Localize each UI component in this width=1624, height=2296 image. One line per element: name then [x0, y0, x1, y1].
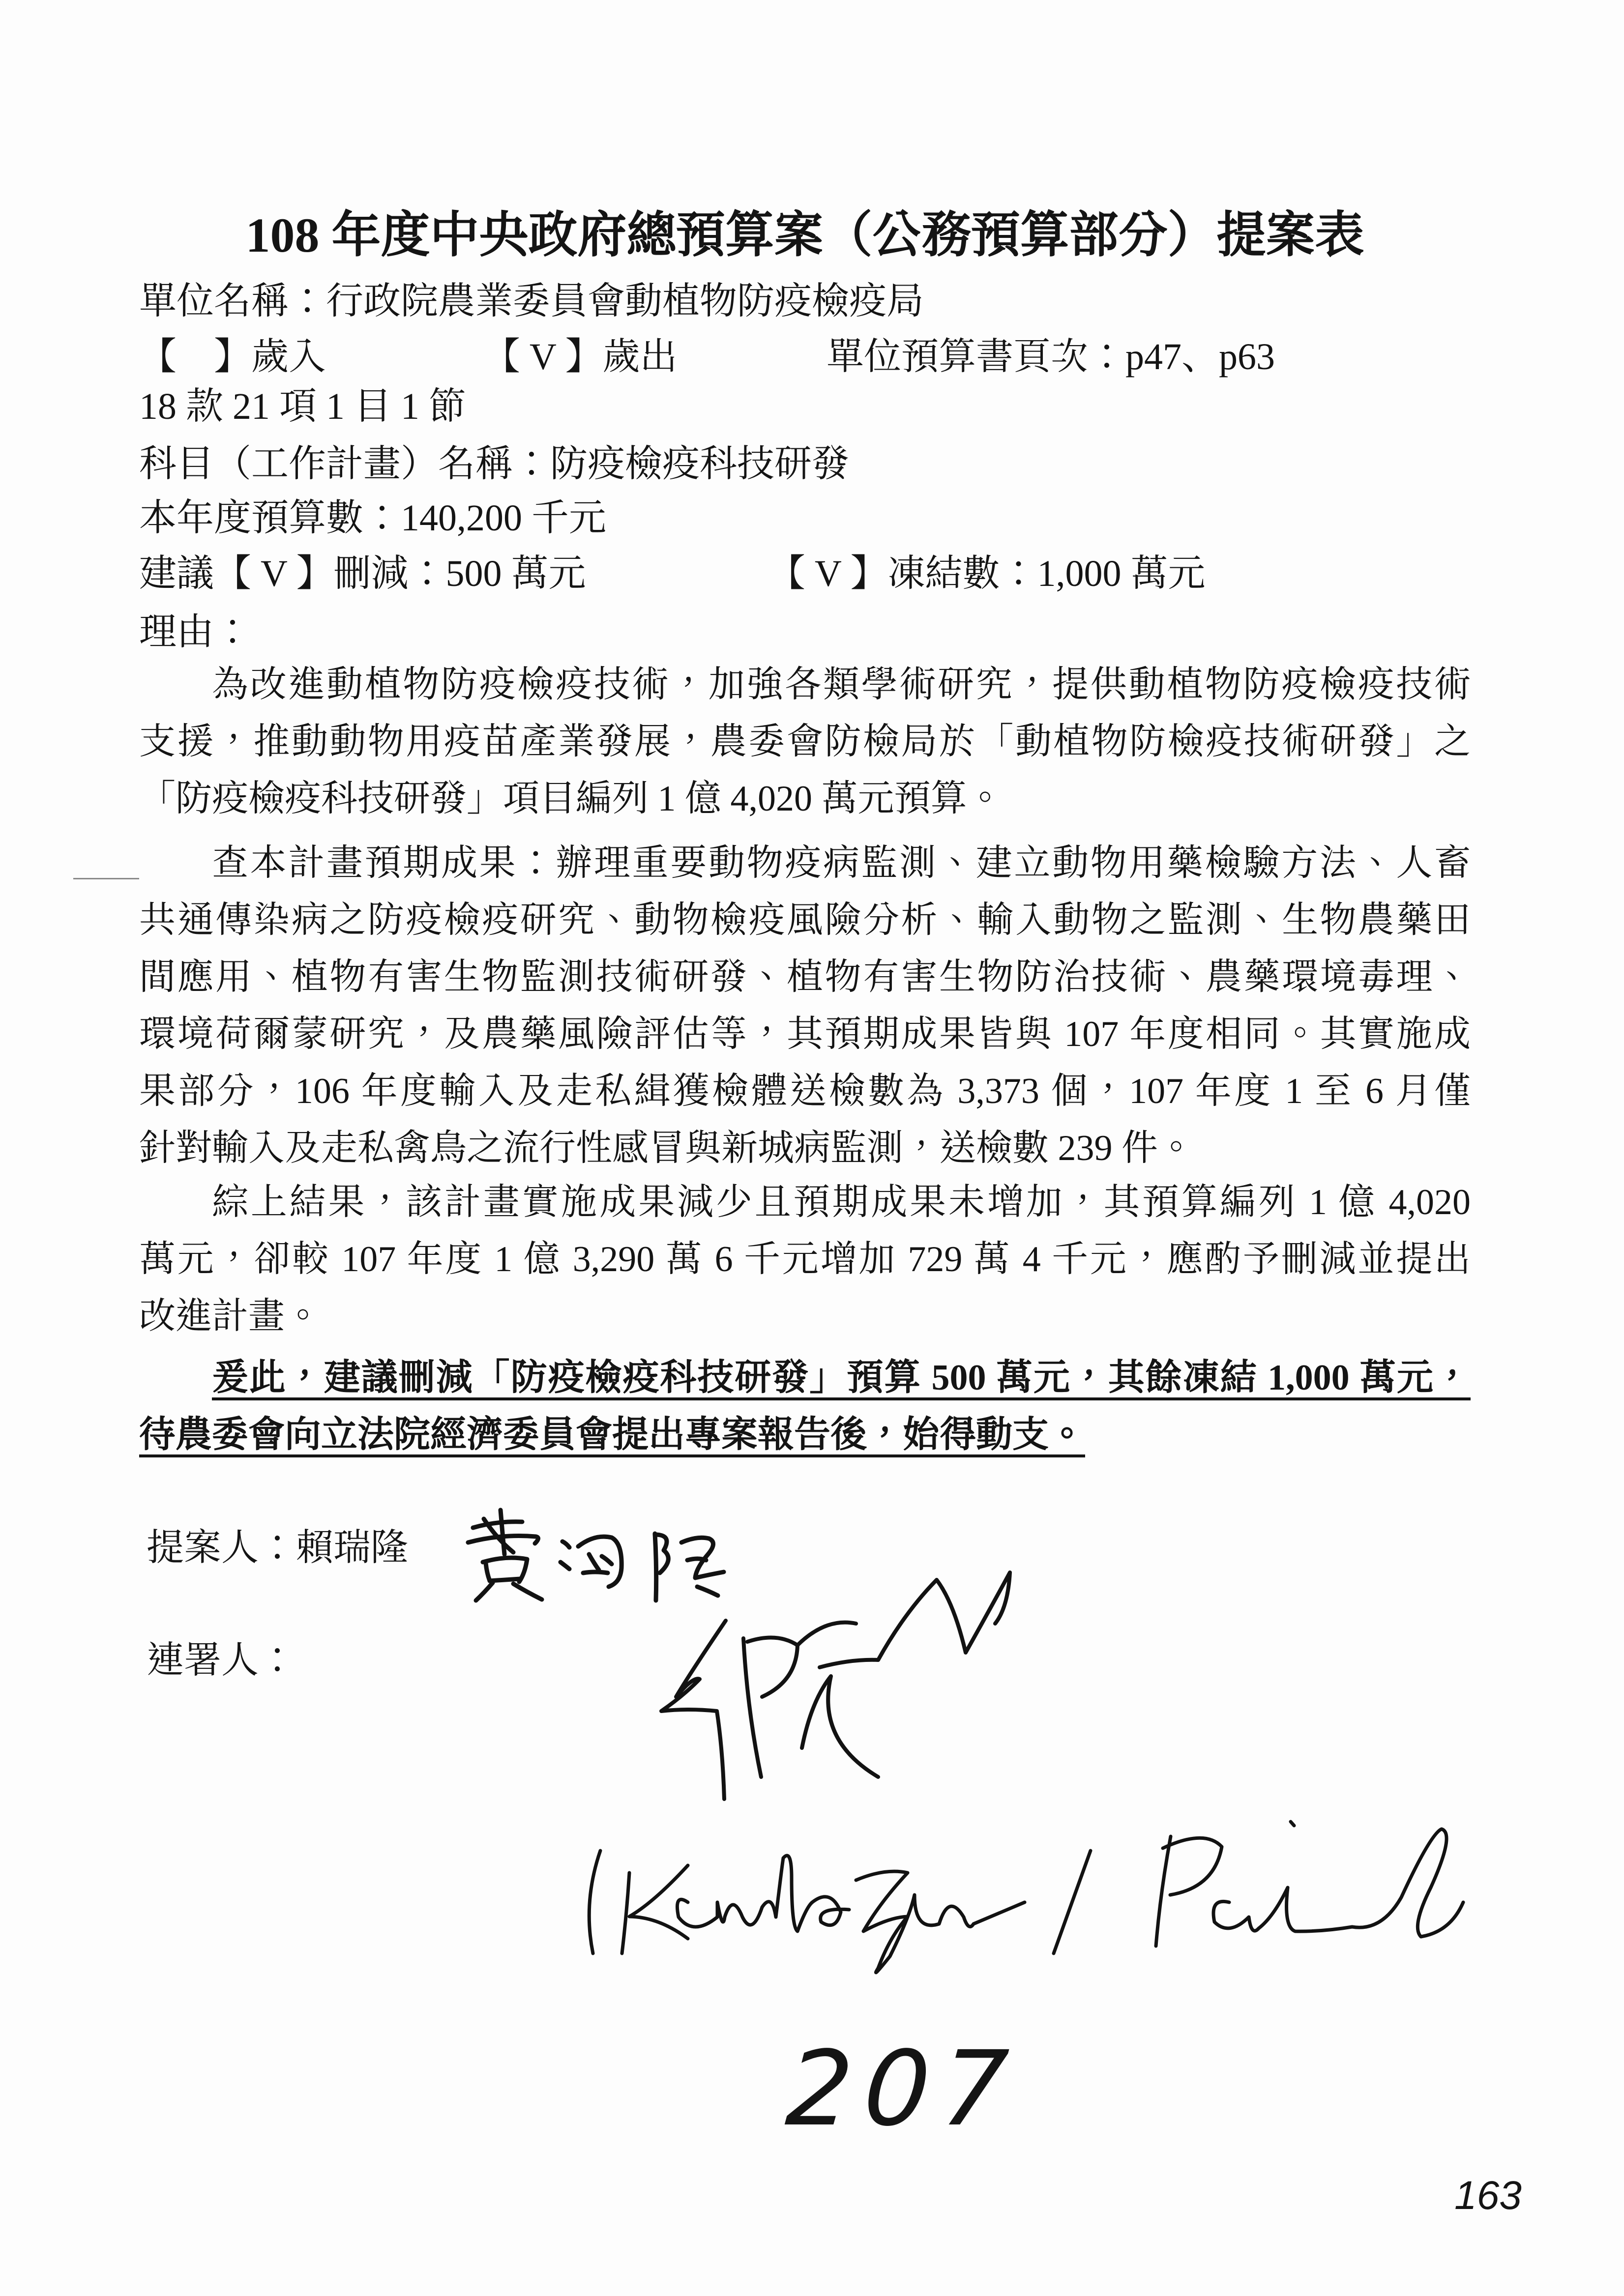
- signature-stroke: [583, 1572, 608, 1573]
- unit-name: 單位名稱：行政院農業委員會動植物防疫檢疫局: [139, 281, 924, 322]
- paragraph-line: 間應用、植物有害生物監測技術研發、植物有害生物防治技術、農藥環境毒理、: [139, 957, 1471, 997]
- revenue-checkbox-label: 【 】歲入: [139, 336, 326, 378]
- signature-stroke: [878, 1572, 1010, 1660]
- cosigner-signature-2: [575, 1819, 1475, 1976]
- signature-stroke: [602, 1556, 612, 1564]
- signature-stroke: [743, 1638, 761, 1777]
- signature-stroke: [561, 1562, 569, 1569]
- signature-stroke: [1054, 1851, 1091, 1953]
- proposal-row: [139, 547, 1471, 601]
- signature-stroke: [856, 1871, 1025, 1973]
- document-title: 108 年度中央政府總預算案（公務預算部分）提案表: [245, 208, 1364, 262]
- paragraph-line: 萬元，卻較 107 年度 1 億 3,290 萬 6 千元增加 729 萬 4 千元，應酌予刪減並提出: [139, 1239, 1471, 1279]
- signature-stroke: [1352, 1829, 1463, 1937]
- signature-stroke: [562, 1541, 569, 1547]
- proposer-label: 提案人：賴瑞隆: [147, 1527, 408, 1569]
- reason-label: 理由：: [139, 611, 251, 653]
- cosigner-signature-1: [649, 1553, 1023, 1809]
- paragraph-line: 共通傳染病之防疫檢疫研究、動物檢疫風險分析、輸入動物之監測、生物農藥田: [139, 900, 1471, 940]
- signature-stroke: [1291, 1822, 1294, 1826]
- conclusion-paragraph: [139, 1349, 1471, 1463]
- paragraph-line: 針對輸入及走私禽鳥之流行性感冒與新城病監測，送檢數 239 件。: [139, 1128, 1194, 1168]
- signature-stroke: [661, 1621, 726, 1799]
- handwritten-number: 207: [782, 2029, 1024, 2149]
- reason-paragraph-3: [139, 1174, 1471, 1345]
- signature-stroke: [802, 1676, 878, 1777]
- signature-stroke: [747, 1637, 797, 1697]
- proposal-cut: 建議【 V 】刪減：500 萬元: [139, 553, 586, 594]
- paragraph-line: 支援，推動動物用疫苗產業發展，農委會防檢局於「動植物防檢疫技術研發」之: [139, 722, 1471, 762]
- signature-stroke: [501, 1510, 504, 1554]
- conclusion-line: 爰此，建議刪減「防疫檢疫科技研發」預算 500 萬元，其餘凍結 1,000 萬元，: [212, 1358, 1471, 1398]
- signature-stroke: [589, 1851, 600, 1953]
- proposal-freeze: 【 V 】凍結數：1,000 萬元: [768, 553, 1206, 594]
- signature-stroke: [622, 1873, 629, 1953]
- reason-paragraph-2: [139, 835, 1471, 1177]
- paragraph-line: 為改進動植物防疫檢疫技術，加強各類學術研究，提供動植物防疫檢疫技術: [212, 665, 1471, 705]
- budget-code: 18 款 21 項 1 目 1 節: [139, 386, 466, 427]
- paragraph-line: 綜上結果，該計畫實施成果減少且預期成果未增加，其預算編列 1 億 4,020: [212, 1182, 1471, 1222]
- signature-stroke: [486, 1563, 520, 1581]
- signature-stroke: [476, 1583, 493, 1600]
- paragraph-line: 改進計畫。: [139, 1296, 321, 1337]
- signature-stroke: [578, 1537, 621, 1587]
- signature-stroke: [473, 1522, 522, 1528]
- conclusion-line: 待農委會向立法院經濟委員會提出專案報告後，始得動支。: [139, 1415, 1085, 1455]
- signature-stroke: [820, 1660, 878, 1667]
- paragraph-line: 果部分，106 年度輸入及走私緝獲檢體送檢數為 3,373 個，107 年度 1 至 6 月僅: [139, 1071, 1471, 1111]
- signature-stroke: [1213, 1888, 1352, 1931]
- signature-stroke: [677, 1856, 849, 1931]
- paragraph-line: 查本計畫預期成果：辦理重要動物疫病監測、建立動物用藥檢驗方法、人畜: [212, 843, 1471, 883]
- paragraph-line: 環境荷爾蒙研究，及農藥風險評估等，其預期成果皆與 107 年度相同。其實施成: [139, 1014, 1471, 1054]
- signature-stroke: [1163, 1838, 1222, 1895]
- signature-stroke: [1156, 1836, 1171, 1946]
- expenditure-checkbox-label: 【 V 】歲出: [483, 336, 678, 378]
- paragraph-line: 「防疫檢疫科技研發」項目編列 1 億 4,020 萬元預算。: [139, 779, 1004, 819]
- budget-book-pages: 單位預算書頁次：p47、p63: [827, 336, 1275, 378]
- cosigner-label: 連署人：: [147, 1640, 296, 1681]
- signature-stroke: [797, 1623, 856, 1645]
- subject-name: 科目（工作計畫）名稱：防疫檢疫科技研發: [139, 443, 849, 485]
- reason-paragraph-1: [139, 656, 1471, 827]
- page-number: 163: [1454, 2173, 1522, 2218]
- current-budget: 本年度預算數：140,200 千元: [139, 497, 606, 539]
- signature-stroke: [513, 1584, 542, 1599]
- signature-stroke: [589, 1554, 599, 1570]
- margin-mark: [73, 878, 139, 879]
- budget-type-row: [139, 330, 1471, 384]
